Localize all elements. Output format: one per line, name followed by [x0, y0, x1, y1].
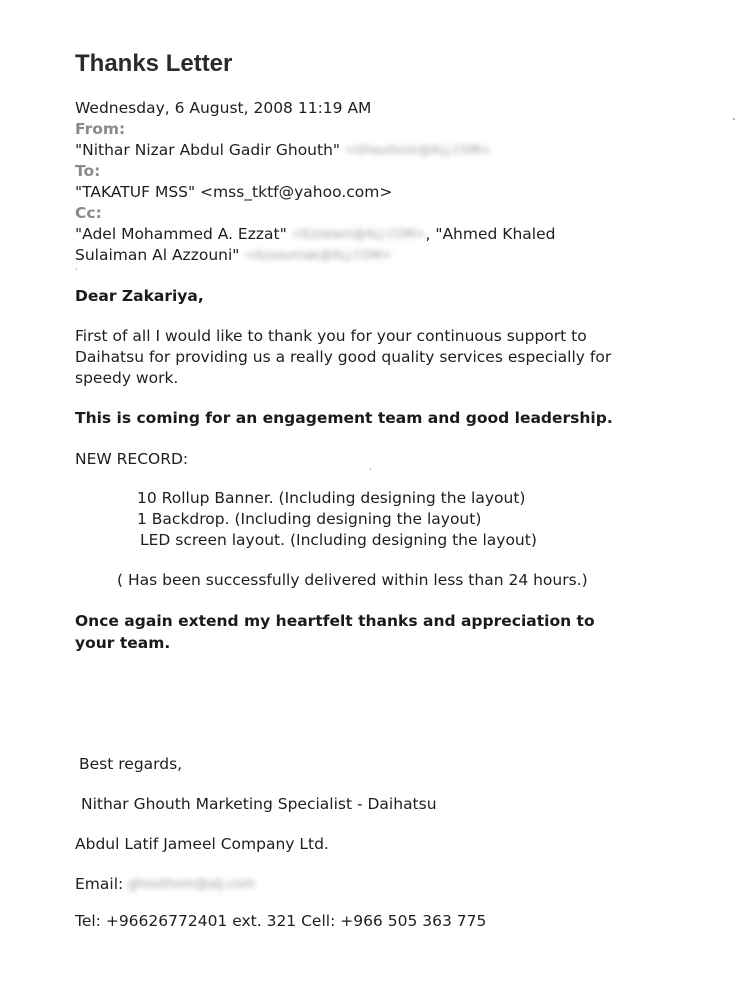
cc-line-2 — [75, 245, 392, 266]
cc-name-2-part2: Sulaiman Al Azzouni" — [75, 246, 240, 264]
closing-line-2: your team. — [75, 634, 171, 652]
email-label: Email: — [75, 875, 124, 893]
record-heading: NEW RECORD: — [75, 450, 189, 468]
from-label: From: — [75, 120, 126, 138]
cc-name-1: "Adel Mohammed A. Ezzat" — [75, 225, 287, 243]
scan-speck — [733, 118, 735, 120]
signature-email-line — [75, 874, 255, 895]
from-name: "Nithar Nizar Abdul Gadir Ghouth" — [75, 141, 341, 159]
bold-statement: This is coming for an engagement team and good leadership. — [75, 409, 613, 427]
from-email-redacted: <Ghouthnm@ALJ.COM> — [344, 143, 491, 157]
record-item: LED screen layout. (Including designing the layout) — [140, 531, 537, 549]
delivery-note: ( Has been successfully delivered within less than 24 hours.) — [117, 571, 588, 589]
greeting: Dear Zakariya, — [75, 287, 204, 305]
paragraph-1-line-3: speedy work. — [75, 369, 179, 387]
cc-label: Cc: — [75, 204, 102, 222]
cc-name-2-part1: , "Ahmed Khaled — [425, 225, 556, 243]
best-regards: Best regards, — [79, 755, 183, 773]
scan-speck — [76, 268, 77, 270]
record-item: 1 Backdrop. (Including designing the layout) — [137, 510, 482, 528]
record-item: 10 Rollup Banner. (Including designing the layout) — [137, 489, 526, 507]
paragraph-1-line-1: First of all I would like to thank you for your continuous support to — [75, 327, 587, 345]
email-redacted: ghouthnm@alj.com — [128, 877, 256, 892]
closing-line-1: Once again extend my heartfelt thanks and appreciation to — [75, 612, 595, 630]
cc-line-1 — [75, 224, 555, 245]
to-label: To: — [75, 162, 101, 180]
cc-email-1-redacted: <Ezzatam@ALJ.COM> — [291, 227, 426, 241]
signature-tel: Tel: +96626772401 ext. 321 Cell: +966 505 363 775 — [75, 912, 487, 930]
letter-title: Thanks Letter — [75, 50, 233, 77]
paragraph-1-line-2: Daihatsu for providing us a really good quality services especially for — [75, 348, 612, 366]
scan-speck — [370, 468, 371, 470]
email-date: Wednesday, 6 August, 2008 11:19 AM — [75, 99, 372, 117]
signature-name-title: Nithar Ghouth Marketing Specialist - Daihatsu — [81, 795, 437, 813]
signature-company: Abdul Latif Jameel Company Ltd. — [75, 835, 329, 853]
from-line — [75, 140, 491, 161]
to-value: "TAKATUF MSS" <mss_tktf@yahoo.com> — [75, 183, 393, 201]
cc-email-2-redacted: <Azzoumiak@ALJ.COM> — [244, 248, 392, 262]
